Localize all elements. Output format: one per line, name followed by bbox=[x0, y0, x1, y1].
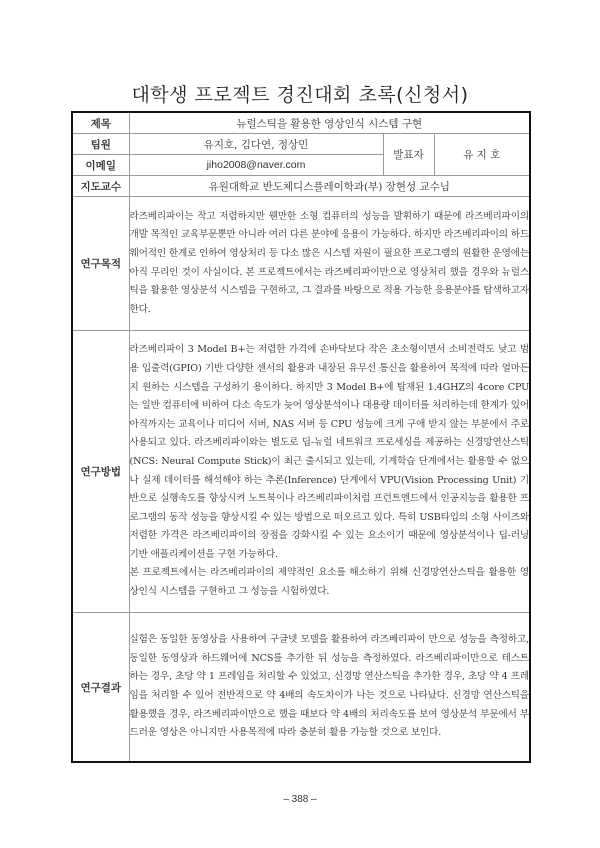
advisor-value: 유원대학교 반도체디스플레이학과(부) 장현성 교수님 bbox=[129, 176, 530, 197]
method-cell bbox=[129, 331, 530, 613]
result-label: 연구결과 bbox=[72, 613, 129, 763]
method-label: 연구방법 bbox=[72, 331, 129, 613]
method-text-paragraph-2: 본 프로젝트에서는 라즈베리파이의 제약적인 요소를 해소하기 위해 신경망연산스틱을 활용한 영상인식 시스템을 구현하고 그 성능을 시험하였다. bbox=[129, 567, 530, 598]
presenter-value: 유 지 호 bbox=[434, 134, 530, 176]
email-label: 이메일 bbox=[72, 155, 129, 176]
advisor-label: 지도교수 bbox=[72, 176, 129, 197]
method-row bbox=[72, 331, 530, 613]
team-label: 팀원 bbox=[72, 134, 129, 155]
team-row bbox=[72, 134, 530, 155]
project-title-value: 뉴럴스틱을 활용한 영상인식 시스템 구현 bbox=[129, 112, 530, 134]
presenter-label: 발표자 bbox=[383, 134, 434, 176]
result-text: 실험은 동일한 동영상을 사용하여 구글넷 모델을 활용하여 라즈베리파이 만으로 성능을 측정하고, 동일한 동영상과 하드웨어에 NCS를 추가한 뒤 성능을 측정하였다. 라즈베리파이만으로 테스트 하는 경우, 초당 약 1 프레임을 처리할 수 있었고, 신경망 연산스틱을 추가한 경우, 초당 약 4 프레임을 처리할 수 있어 전반적으로 약 4배의 속도차이가 나는 것으로 나타났다. 신경망 연산스틱을 활용했을 경우, 라즈베리파이만으로 했을 때보다 약 4배의 처리속도를 보여 영상분석 부문에서 부드러운 영상은 아니지만 사용목적에 따라 충분히 활용 가능할 것으로 보인다. bbox=[129, 634, 530, 739]
purpose-label: 연구목적 bbox=[72, 197, 129, 331]
team-members-value: 유지호, 김다연, 정상민 bbox=[129, 134, 383, 155]
purpose-row bbox=[72, 197, 530, 331]
abstract-form-table bbox=[71, 111, 531, 763]
document-title: 대학생 프로젝트 경진대회 초록(신청서) bbox=[131, 84, 469, 106]
title-row bbox=[72, 112, 530, 134]
title-label: 제목 bbox=[72, 112, 129, 134]
purpose-cell bbox=[129, 197, 530, 331]
result-row bbox=[72, 613, 530, 763]
email-value: jiho2008@naver.com bbox=[129, 155, 383, 176]
advisor-row bbox=[72, 176, 530, 197]
purpose-text: 라즈베리파이는 작고 저렴하지만 웬만한 소형 컴퓨터의 성능을 발휘하기 때문에 라즈베리파이의 개발 목적인 교육부문뿐만 아니라 여러 다른 분야에 응용이 가능하다. 하지만 라즈베리파이의 하드웨어적인 한계로 인하여 영상처리 등 다소 많은 시스템 자원이 필요한 프로그램의 원활한 운영에는 아직 무리인 것이 사실이다. 본 프로젝트에서는 라즈베리파이만으로 영상처리 했을 경우와 뉴럴스틱을 활용한 영상분석 시스템을 구현하고, 그 결과를 바탕으로 적용 가능한 응용분야를 탐색하고자 한다. bbox=[129, 210, 530, 315]
page-number: – 388 – bbox=[283, 794, 317, 805]
result-cell bbox=[129, 613, 530, 763]
method-text-paragraph-1: 라즈베리파이 3 Model B+는 저렴한 가격에 손바닥보다 작은 초소형이면서 소비전력도 낮고 범용 입출력(GPIO) 기반 다양한 센서의 활용과 내장된 유무선 통신을 활용하여 목적에 따라 얼마든지 원하는 시스템을 구성하기 용이하다. 하지만 3 Model B+에 탑재된 1.4GHZ의 4core CPU는 일반 컴퓨터에 비하여 다소 속도가 늦어 영상분석이나 대용량 데이터를 처리하는데 한계가 있어 아직까지는 교육이나 미디어 서버, NAS 서버 등 CPU 성능에 크게 구애 받지 않는 부분에서 주로 사용되고 있다. 라즈베리파이와는 별도로 딥-뉴럴 네트워크 프로세싱을 제공하는 신경망연산스틱(NCS: Neural Compute Stick)이 최근 출시되고 있는데, 기계학습 단계에서는 활용할 수 없으나 실제 데이터를 해석해야 하는 추론(Inference) 단계에서 VPU(Vision Processing Unit) 기반으로 실행속도를 향상시켜 노트북이나 라즈베리파이처럼 프런트엔드에서 인공지능을 활용한 프로그램의 동작 성능을 향상시킬 수 있는 방법으로 떠오르고 있다. 특히 USB타입의 소형 사이즈와 저렴한 가격은 라즈베리파이의 장점을 강화시킬 수 있는 요소이기 때문에 영상분석이나 딥-러닝 기반 애플리케이션을 구현 가능하다. bbox=[129, 344, 530, 560]
